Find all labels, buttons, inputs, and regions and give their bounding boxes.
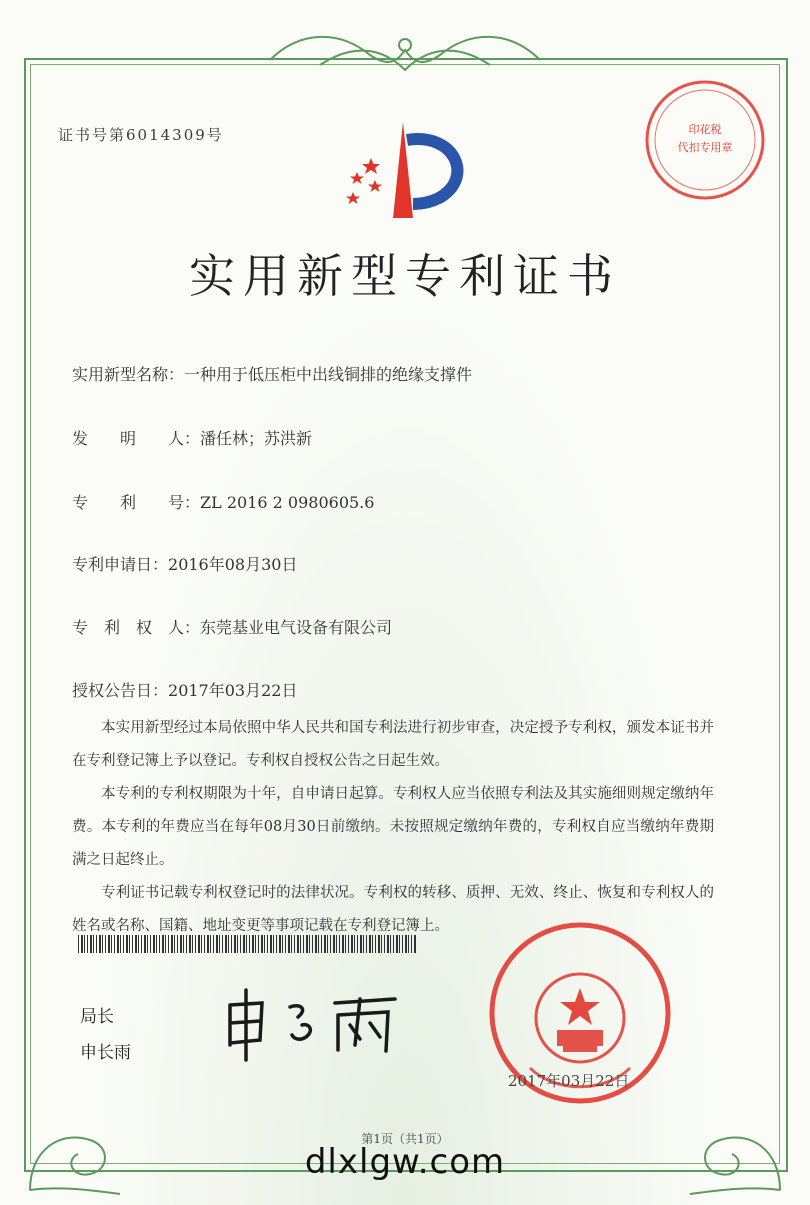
field-utility-model-name xyxy=(72,362,472,385)
certificate-title: 实用新型专利证书 xyxy=(189,249,621,303)
watermark-text: dlxlgw.com xyxy=(304,1142,506,1182)
certificate-number: 证书号第6014309号 xyxy=(58,126,224,144)
field-label: 发 明 人： xyxy=(72,429,201,448)
svg-text:代扣专用章: 代扣专用章 xyxy=(677,141,733,154)
signature xyxy=(210,985,410,1065)
barcode xyxy=(78,935,416,953)
field-value: 2016年08月30日 xyxy=(168,555,298,574)
field-patentee xyxy=(72,615,392,638)
svg-text:印花税: 印花税 xyxy=(688,123,722,136)
field-value: 2017年03月22日 xyxy=(168,681,298,700)
body-paragraph: 专利证书记载专利权登记时的法律状况。专利权的转移、质押、无效、终止、恢复和专利权人的姓名或名称、国籍、地址变更等事项记载在专利登记簿上。 xyxy=(72,885,714,934)
field-grant-date xyxy=(72,678,297,701)
tax-seal-stamp xyxy=(640,75,770,205)
body-text xyxy=(72,712,714,943)
field-label: 实用新型名称： xyxy=(72,365,185,384)
seal-date: 2017年03月22日 xyxy=(508,1072,630,1090)
body-paragraph: 本专利的专利权期限为十年，自申请日起算。专利权人应当依照专利法及其实施细则规定缴纳年费。本专利的年费应当在每年08月30日前缴纳。未按照规定缴纳年费的，专利权自应当缴纳年费期满之日起终止。 xyxy=(72,786,714,868)
field-label: 专 利 号： xyxy=(72,493,201,512)
field-label: 专利申请日： xyxy=(72,555,169,574)
page-number: 第1页（共1页） xyxy=(361,1132,449,1146)
field-patent-number xyxy=(72,490,374,513)
field-value: 潘任林；苏洪新 xyxy=(200,429,313,448)
patent-office-logo-icon xyxy=(335,118,475,223)
field-value: ZL 2016 2 0980605.6 xyxy=(200,493,375,512)
field-value: 东莞基业电气设备有限公司 xyxy=(200,618,393,637)
director-name: 申长雨 xyxy=(80,1043,131,1063)
field-inventor xyxy=(72,426,312,449)
top-ornament xyxy=(260,30,550,80)
field-label: 专 利 权 人： xyxy=(72,618,201,637)
field-value: 一种用于低压柜中出线铜排的绝缘支撑件 xyxy=(184,365,473,384)
director-title: 局长 xyxy=(80,1007,114,1027)
field-label: 授权公告日： xyxy=(72,681,169,700)
field-application-date xyxy=(72,552,297,575)
body-paragraph: 本实用新型经过本局依照中华人民共和国专利法进行初步审查，决定授予专利权，颁发本证书并在专利登记簿上予以登记。专利权自授权公告之日起生效。 xyxy=(72,720,714,769)
